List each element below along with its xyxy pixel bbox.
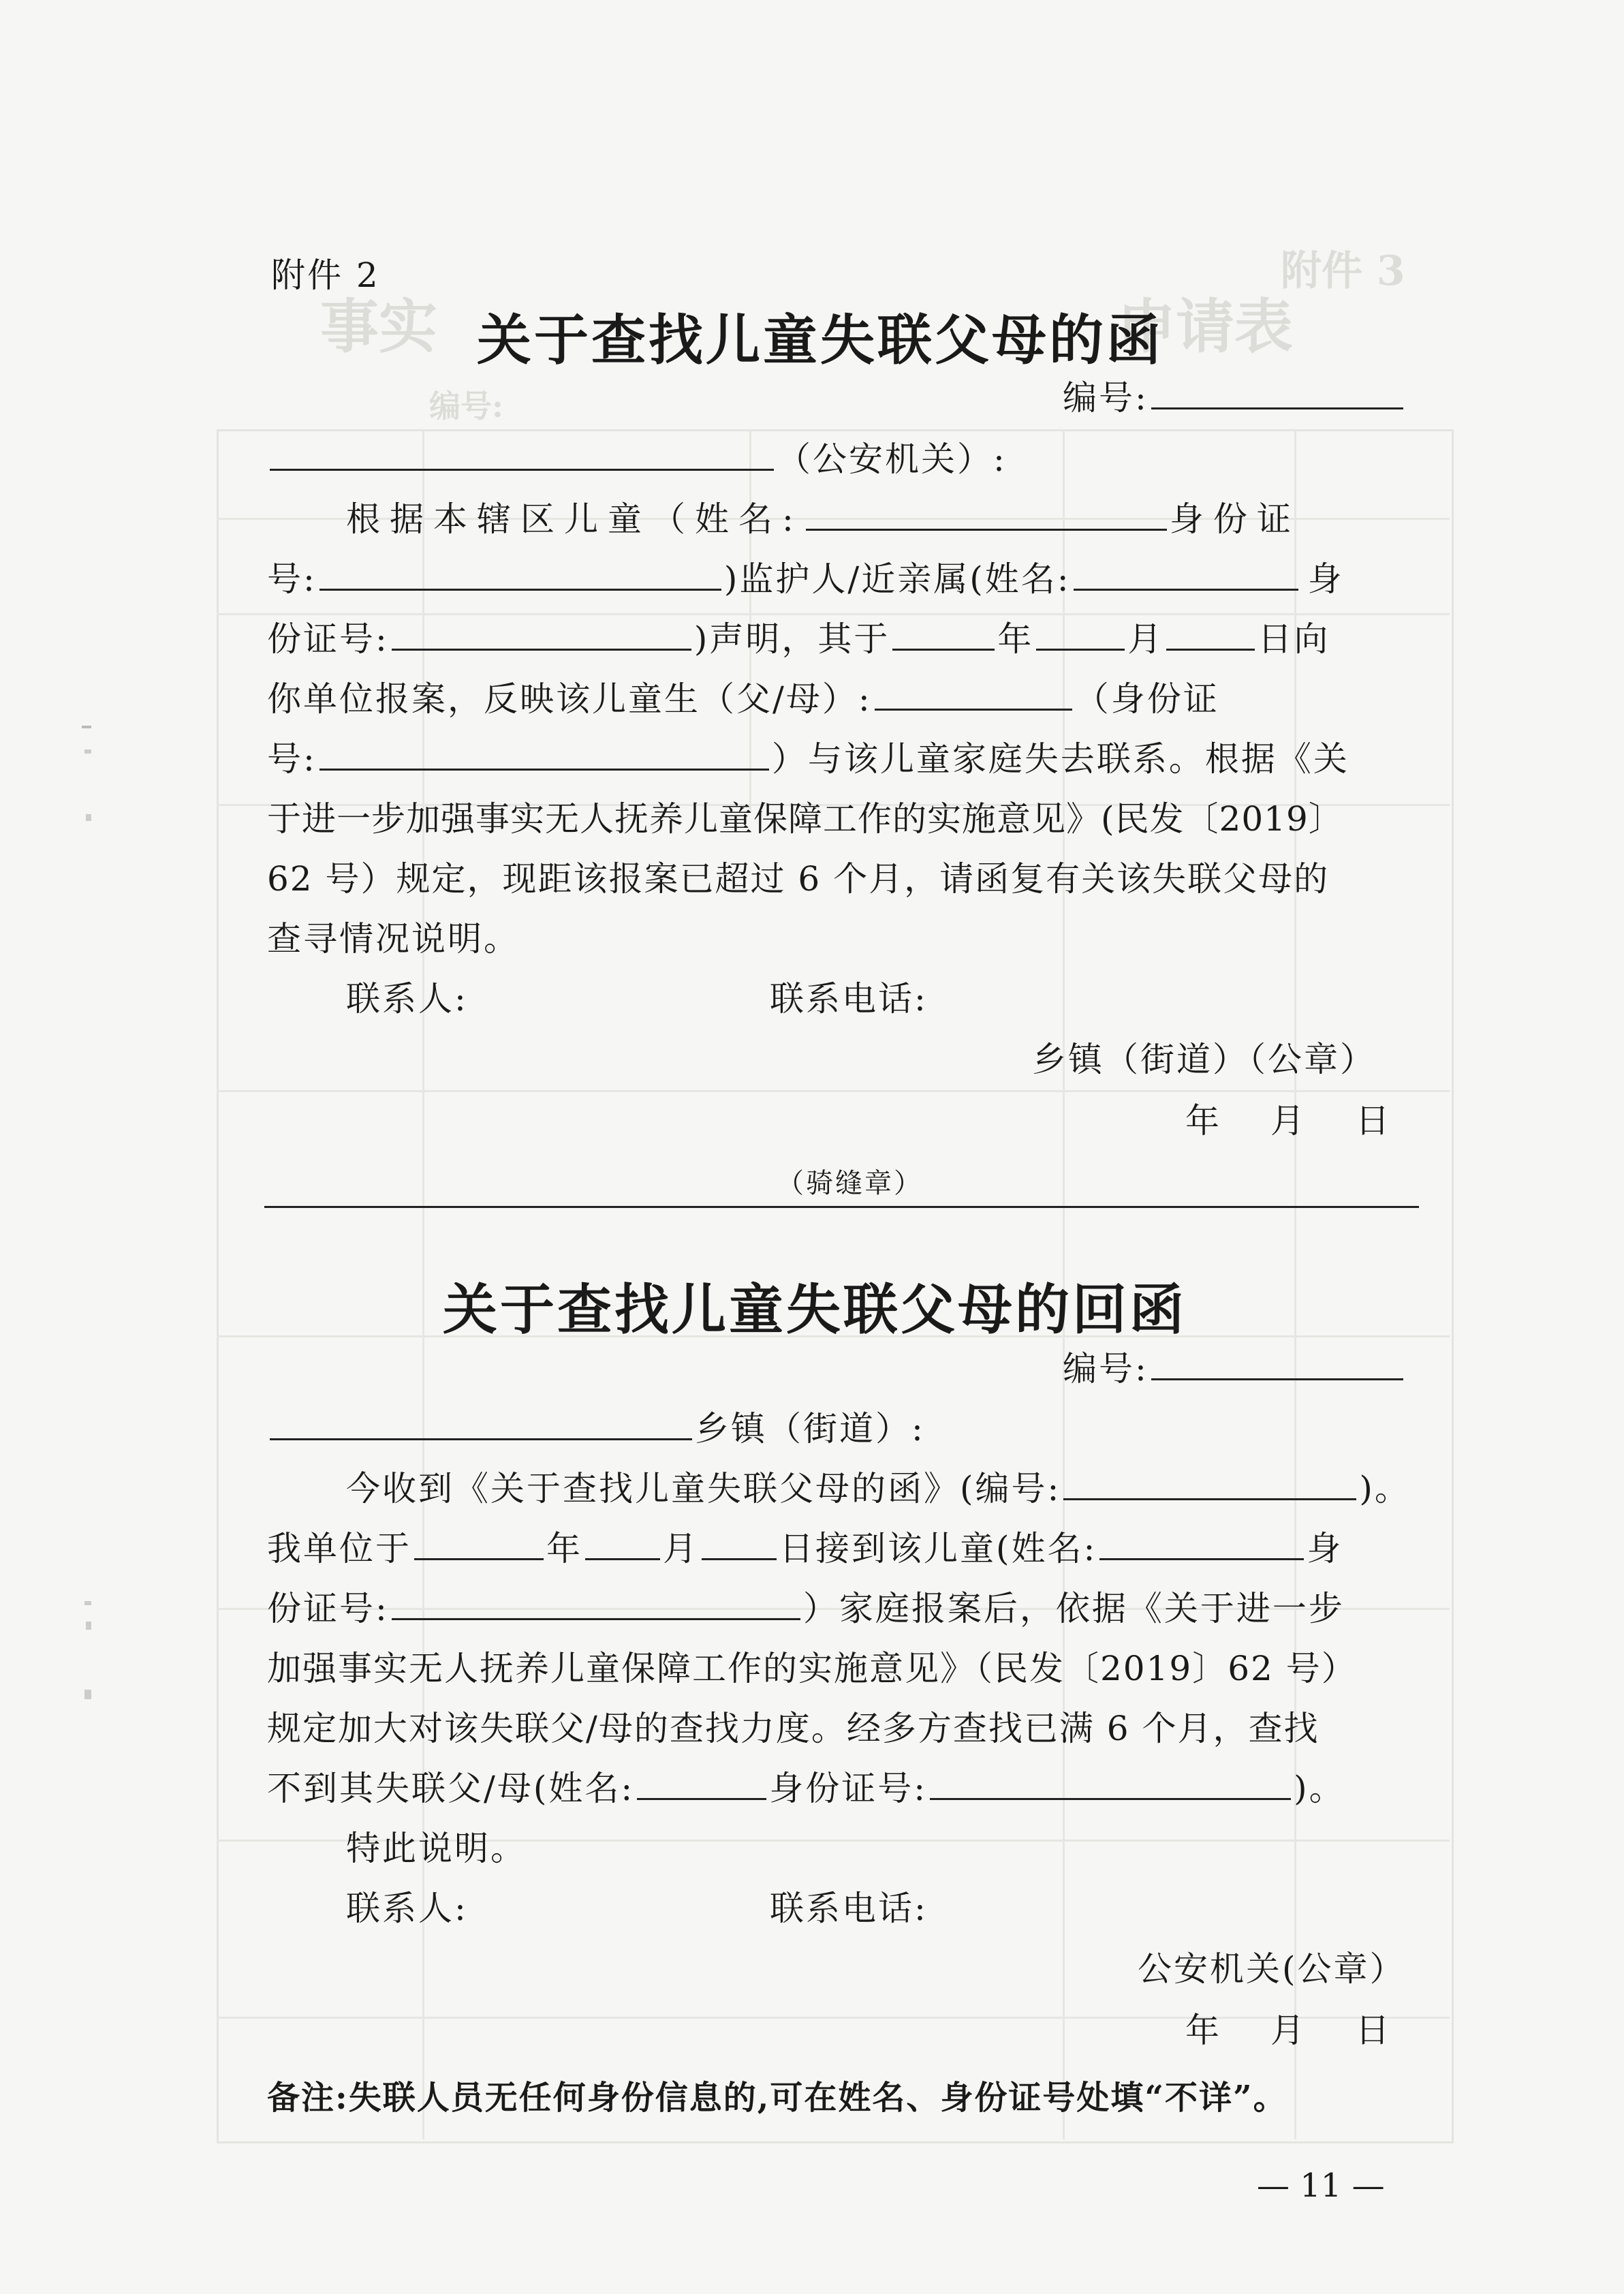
letter-body-line-5 (267, 729, 1349, 789)
reply-contact: 联系人: (346, 1889, 468, 1928)
reply-body-line-4: 加强事实无人抚养儿童保障工作的实施意见》（民发〔2019〕62 号） (267, 1649, 1357, 1688)
child-name-field[interactable] (806, 495, 1167, 531)
scan-mark (86, 814, 91, 821)
letter-number (1063, 368, 1406, 428)
letter-text: 身份证 (1169, 499, 1300, 539)
scan-mark (82, 726, 91, 728)
reply-seal-label: 公安机关(公章） (1138, 1949, 1406, 1989)
letter-text: 根据本辖区儿童（姓名: (346, 499, 803, 539)
reply-body-line-2 (267, 1519, 1343, 1579)
reply-text: 份证号: (267, 1589, 389, 1628)
reply-child-id-field[interactable] (392, 1584, 800, 1620)
reply-text: 我单位于 (267, 1529, 411, 1568)
reply-body-line-7: 特此说明。 (346, 1829, 527, 1868)
letter-number-label: 编号: (1063, 378, 1149, 418)
reply-number-field[interactable] (1151, 1344, 1403, 1380)
letter-text: 份证号: (267, 619, 389, 659)
bleed-table-vline (1294, 429, 1296, 2139)
letter-text: 月 (1127, 619, 1164, 659)
reply-body-line-1 (346, 1459, 1411, 1519)
letter-date-label: 年 月 日 (1185, 1101, 1392, 1141)
letter-body-line-2 (267, 549, 1344, 609)
letter-addressee-suffix: （公安机关）: (777, 439, 1007, 479)
reply-title: 关于查找儿童失联父母的回函 (443, 1277, 1187, 1342)
bleed-number-fragment: 编号: (429, 388, 503, 424)
seam-seal-line (264, 1206, 1419, 1208)
parent-id-field[interactable] (319, 734, 769, 771)
letter-text: 号: (267, 739, 317, 779)
reply-parent-id-field[interactable] (930, 1764, 1291, 1800)
letter-body-line-6: 于进一步加强事实无人抚养儿童保障工作的实施意见》(民发〔2019〕 (267, 799, 1343, 839)
letter-seal-label: 乡镇（街道）（公章） (1032, 1040, 1376, 1079)
report-day-field[interactable] (1166, 615, 1255, 651)
page-number: — 11 — (1257, 2167, 1385, 2205)
bleed-attachment: 附件 3 (1281, 247, 1405, 295)
letter-text: 号: (267, 559, 317, 599)
report-year-field[interactable] (892, 615, 995, 651)
reply-text: 身份证号: (769, 1769, 928, 1808)
reply-body-line-3 (267, 1579, 1345, 1639)
letter-text: )声明，其于 (693, 619, 890, 659)
letter-body-line-4 (267, 669, 1219, 729)
seam-seal-label: （骑缝章） (777, 1168, 923, 1199)
letter-text: 你单位报案，反映该儿童生（父/母）: (267, 679, 872, 719)
letter-number-field[interactable] (1151, 373, 1403, 409)
receive-month-field[interactable] (585, 1524, 660, 1560)
scan-mark (84, 749, 91, 754)
reply-text: )。 (1359, 1469, 1411, 1508)
guardian-name-field[interactable] (1074, 555, 1298, 591)
letter-contact: 联系人: (346, 979, 468, 1019)
reply-text: 身 (1307, 1529, 1343, 1568)
reply-text: ）家庭报案后，依据《关于进一步 (802, 1589, 1345, 1628)
reply-date-label: 年 月 日 (1185, 2011, 1392, 2050)
reply-addressee-field[interactable] (270, 1404, 692, 1440)
reply-number-label: 编号: (1063, 1349, 1149, 1389)
reply-addressee-suffix: 乡镇（街道）: (695, 1409, 925, 1448)
letter-text: 年 (997, 619, 1034, 659)
reply-text: 年 (546, 1529, 582, 1568)
scan-mark (84, 1601, 91, 1605)
report-month-field[interactable] (1036, 615, 1125, 651)
receive-day-field[interactable] (702, 1524, 777, 1560)
reply-phone: 联系电话: (770, 1889, 928, 1928)
letter-body-line-1 (346, 489, 1300, 549)
letter-phone: 联系电话: (770, 979, 928, 1019)
receive-year-field[interactable] (414, 1524, 544, 1560)
bleed-title-fragment: 事实 (320, 292, 437, 361)
letter-body-line-7: 62 号）规定，现距该报案已超过 6 个月，请函复有关该失联父母的 (267, 859, 1330, 899)
attachment-label: 附件 2 (271, 255, 380, 295)
letter-text: 身 (1307, 559, 1344, 599)
reply-child-name-field[interactable] (1099, 1524, 1304, 1560)
reply-text: )。 (1294, 1769, 1345, 1808)
letter-text: )监护人/近亲属(姓名: (723, 559, 1071, 599)
reply-text: 今收到《关于查找儿童失联父母的函》(编号: (346, 1469, 1061, 1508)
child-id-field[interactable] (319, 555, 721, 591)
letter-addressee (267, 429, 1007, 489)
letter-text: 日向 (1258, 619, 1330, 659)
reply-addressee (267, 1399, 925, 1459)
reply-text: 不到其失联父/母(姓名: (267, 1769, 635, 1808)
reply-number (1063, 1339, 1406, 1399)
reply-body-line-6 (267, 1758, 1345, 1818)
letter-addressee-field[interactable] (270, 435, 774, 471)
letter-text: （身份证 (1074, 679, 1219, 719)
bleed-title-fragment-2: 申请表 (1117, 292, 1293, 361)
scan-mark (84, 1690, 91, 1699)
scan-mark (86, 1622, 91, 1630)
parent-name-field[interactable] (875, 675, 1072, 711)
letter-title: 关于查找儿童失联父母的函 (477, 308, 1164, 372)
bleed-table-hline (217, 1090, 1450, 1092)
letter-body-line-3 (267, 609, 1330, 669)
footnote: 备注:失联人员无任何身份信息的,可在姓名、身份证号处填“不详”。 (267, 2079, 1287, 2117)
reply-text: 月 (663, 1529, 699, 1568)
letter-body-line-8: 查寻情况说明。 (267, 919, 520, 959)
guardian-id-field[interactable] (392, 615, 691, 651)
letter-number-ref-field[interactable] (1063, 1464, 1356, 1500)
reply-parent-name-field[interactable] (637, 1764, 766, 1800)
reply-text: 日接到该儿童(姓名: (779, 1529, 1097, 1568)
reply-body-line-5: 规定加大对该失联父/母的查找力度。经多方查找已满 6 个月，查找 (267, 1709, 1320, 1748)
letter-text: ）与该儿童家庭失去联系。根据《关 (771, 739, 1349, 779)
